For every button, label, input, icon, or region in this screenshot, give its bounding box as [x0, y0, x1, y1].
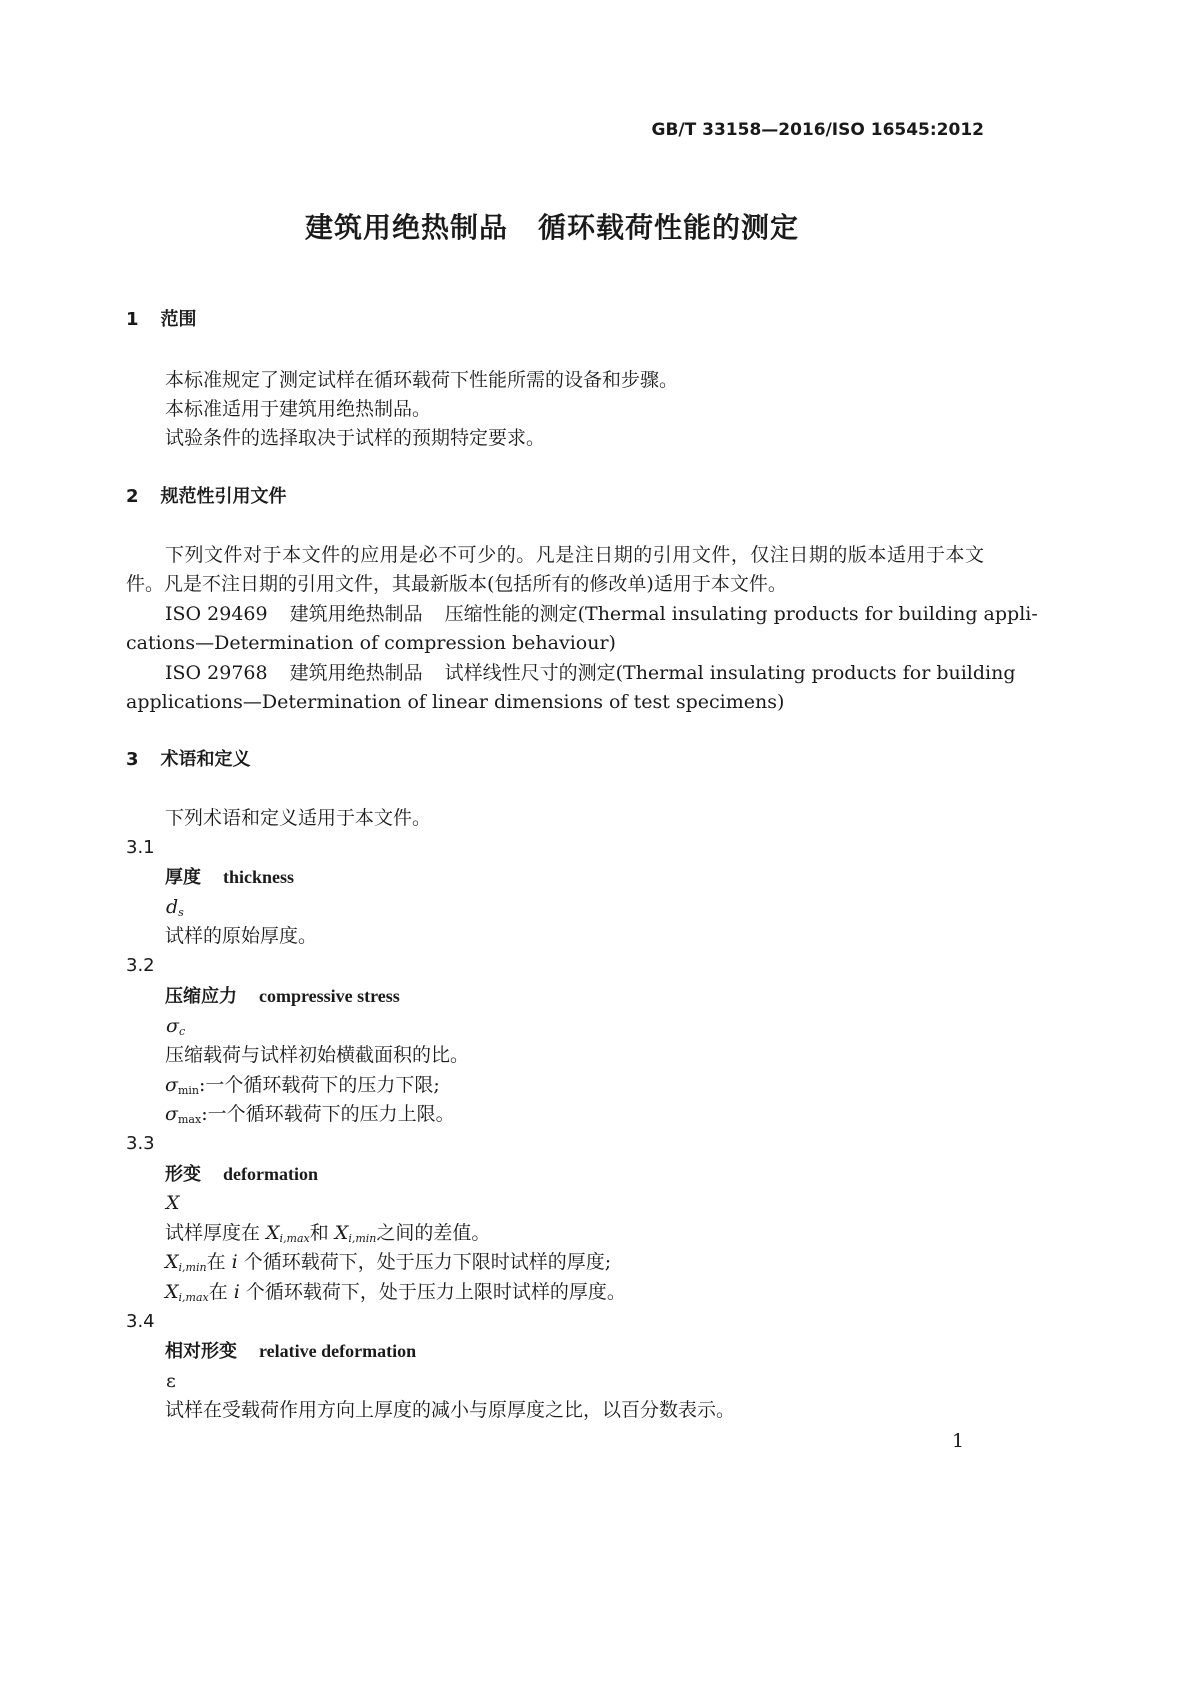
section-title: 规范性引用文件: [160, 486, 287, 507]
title-part1: 建筑用绝热制品: [305, 211, 509, 244]
text: 在: [206, 1251, 226, 1273]
term-relative-deformation: [165, 1339, 416, 1364]
page-number: 1: [952, 1430, 965, 1452]
paragraph: 试验条件的选择取决于试样的预期特定要求。: [165, 427, 546, 449]
term-en: thickness: [223, 867, 295, 887]
symbol-letter: X: [334, 1222, 349, 1244]
term-cn: 压缩应力: [165, 986, 237, 1007]
symbol-letter: i: [233, 1281, 240, 1303]
symbol-subscript: i,min: [178, 1261, 207, 1274]
term-note: [165, 1250, 611, 1274]
paragraph: 本标准规定了测定试样在循环载荷下性能所需的设备和步骤。: [165, 369, 679, 391]
reference-continuation: applications—Determination of linear dimensions of test specimens): [126, 691, 785, 713]
text: 个循环载荷下，处于压力下限时试样的厚度;: [243, 1251, 612, 1273]
symbol-letter: X: [165, 1281, 179, 1303]
symbol-subscript: i,max: [279, 1232, 310, 1245]
symbol-subscript: i,min: [348, 1232, 377, 1245]
clause-number: 3.3: [126, 1133, 155, 1154]
term-symbol: ε: [166, 1370, 176, 1392]
symbol-letter: σ: [165, 1103, 178, 1125]
text: 试样厚度在: [165, 1222, 261, 1244]
paragraph: 下列文件对于本文件的应用是必不可少的。凡是注日期的引用文件，仅注日期的版本适用于本文: [165, 544, 984, 566]
text: 和: [309, 1222, 329, 1244]
term-deformation: [165, 1162, 318, 1187]
reference-code: ISO 29469: [165, 603, 268, 625]
paragraph: 本标准适用于建筑用绝热制品。: [165, 398, 432, 420]
term-note: [165, 1280, 626, 1304]
term-cn: 厚度: [165, 867, 201, 888]
symbol-subscript: max: [177, 1113, 202, 1126]
reference-title-tail: 试样线性尺寸的测定(Thermal insulating products for building: [444, 662, 1016, 684]
symbol-subscript: s: [178, 906, 184, 919]
document-title: [305, 211, 799, 245]
symbol-letter: σ: [165, 1074, 178, 1096]
reference-iso-29768: [165, 661, 1016, 685]
term-compressive-stress: [165, 984, 400, 1009]
text: 在: [208, 1281, 228, 1303]
symbol-letter: X: [165, 1251, 179, 1273]
section-number: 1: [126, 309, 139, 330]
term-cn: 相对形变: [165, 1341, 237, 1362]
term-definition: 试样在受载荷作用方向上厚度的减小与原厚度之比，以百分数表示。: [165, 1399, 736, 1421]
reference-cn-title: 建筑用绝热制品: [289, 603, 423, 625]
term-note: [165, 1102, 455, 1126]
text: 之间的差值。: [376, 1222, 491, 1244]
clause-number: 3.1: [126, 837, 155, 858]
title-part2: 循环载荷性能的测定: [538, 211, 800, 244]
symbol-letter: X: [266, 1222, 280, 1244]
section-title: 范围: [160, 309, 197, 330]
term-en: deformation: [223, 1164, 318, 1184]
term-symbol: [166, 1014, 185, 1038]
paragraph-continuation: 件。凡是不注日期的引用文件，其最新版本(包括所有的修改单)适用于本文件。: [126, 573, 787, 595]
symbol-letter: σ: [166, 1015, 179, 1037]
reference-title-tail: 压缩性能的测定(Thermal insulating products for building appli-: [444, 603, 1038, 625]
note-text: :一个循环载荷下的压力下限;: [199, 1074, 440, 1096]
term-en: relative deformation: [259, 1341, 417, 1361]
standard-code: GB/T 33158—2016/ISO 16545:2012: [651, 120, 984, 140]
note-text: :一个循环载荷下的压力上限。: [201, 1103, 455, 1125]
section-2-heading: [126, 485, 287, 509]
term-note: [165, 1073, 440, 1097]
term-en: compressive stress: [259, 986, 400, 1006]
term-symbol: [166, 895, 184, 919]
term-definition: [165, 1221, 490, 1245]
clause-number: 3.4: [126, 1311, 155, 1332]
reference-continuation: cations—Determination of compression behaviour): [126, 632, 616, 654]
section-3-heading: [126, 748, 251, 772]
clause-number: 3.2: [126, 955, 155, 976]
symbol-subscript: c: [178, 1025, 186, 1038]
term-definition: 压缩载荷与试样初始横截面积的比。: [165, 1044, 470, 1066]
term-symbol: X: [166, 1192, 180, 1214]
paragraph: 下列术语和定义适用于本文件。: [165, 807, 432, 829]
symbol-subscript: min: [177, 1084, 200, 1097]
symbol-letter: i: [231, 1251, 238, 1273]
reference-iso-29469: [165, 602, 1038, 626]
term-thickness: [165, 865, 294, 890]
section-1-heading: [126, 308, 197, 332]
section-title: 术语和定义: [160, 749, 251, 770]
term-cn: 形变: [165, 1164, 201, 1185]
section-number: 3: [126, 749, 139, 770]
reference-cn-title: 建筑用绝热制品: [289, 662, 423, 684]
section-number: 2: [126, 486, 139, 507]
reference-code: ISO 29768: [165, 662, 268, 684]
symbol-letter: d: [166, 896, 179, 918]
symbol-subscript: i,max: [178, 1291, 209, 1304]
term-definition: 试样的原始厚度。: [165, 925, 318, 947]
text: 个循环载荷下，处于压力上限时试样的厚度。: [245, 1281, 626, 1303]
